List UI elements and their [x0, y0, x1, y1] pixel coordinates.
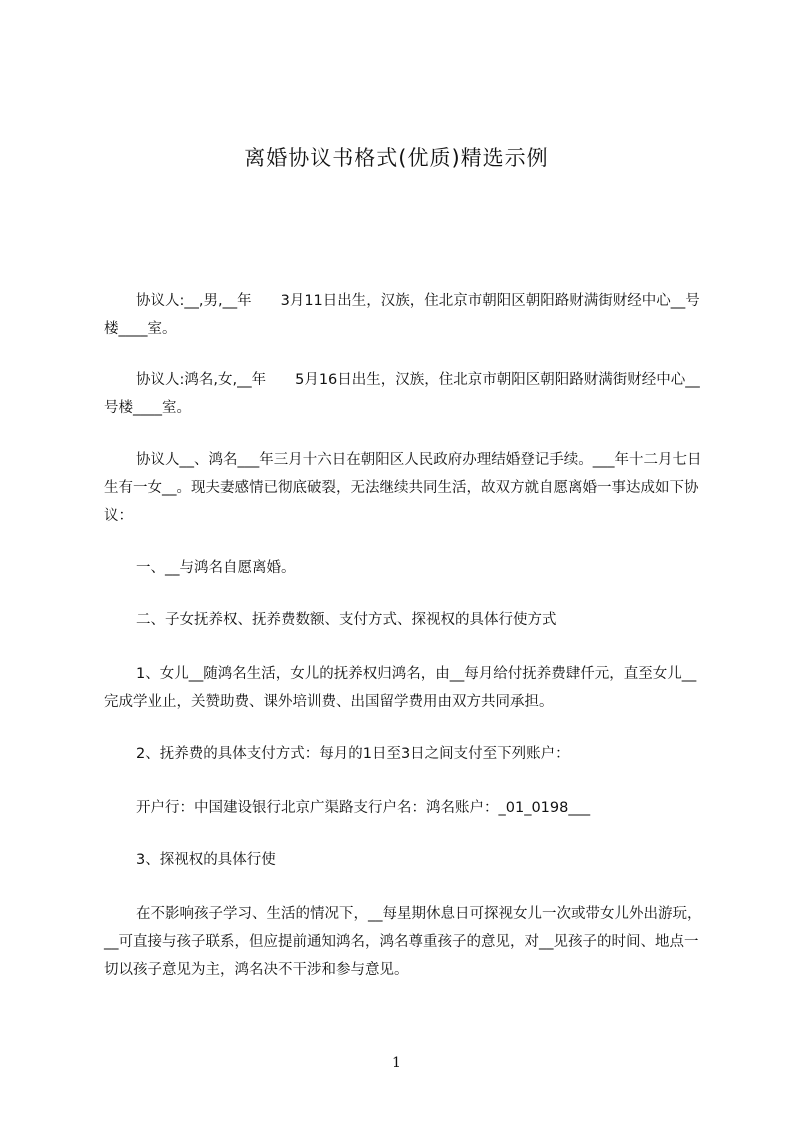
paragraph-party-1: 协议人:__,男,__年 3月11日出生，汉族，住北京市朝阳区朝阳路财满街财经中心__号楼____室。 — [104, 293, 700, 337]
paragraph-visitation: 在不影响孩子学习、生活的情况下，__每星期休息日可探视女儿一次或带女儿外出游玩，__可直接与孩子联系，但应提前通知鸿名，鸿名尊重孩子的意见，对__见孩子的时间、地点一切以孩子意见为主，鸿名决不干涉和参与意见。 — [104, 906, 702, 978]
document-title: 离婚协议书格式(优质)精选示例 — [244, 146, 549, 170]
paragraph-background: 协议人__、鸿名___年三月十六日在朝阳区人民政府办理结婚登记手续。___年十二月七日生有一女__。现夫妻感情已彻底破裂，无法继续共同生活，故双方就自愿离婚一事达成如下协议： — [104, 452, 702, 524]
clause-1-heading: 一、__与鸿名自愿离婚。 — [136, 560, 296, 576]
paragraph-custody: 1、女儿__随鸿名生活，女儿的抚养权归鸿名，由__每月给付抚养费肆仟元，直至女儿__完成学业止，关赞助费、课外培训费、出国留学费用由双方共同承担。 — [104, 666, 697, 710]
paragraph-bank-account: 开户行：中国建设银行北京广渠路支行户名：鸿名账户：_01_0198___ — [136, 800, 591, 816]
clause-2-heading: 二、子女抚养权、抚养费数额、支付方式、探视权的具体行使方式 — [136, 612, 557, 628]
paragraph-payment-method: 2、抚养费的具体支付方式：每月的1日至3日之间支付至下列账户： — [136, 746, 570, 762]
clause-3-heading: 3、探视权的具体行使 — [136, 852, 276, 868]
page-number: 1 — [392, 1055, 401, 1071]
paragraph-party-2: 协议人:鸿名,女,__年 5月16日出生，汉族，住北京市朝阳区朝阳路财满街财经中心__号楼____室。 — [104, 372, 700, 416]
